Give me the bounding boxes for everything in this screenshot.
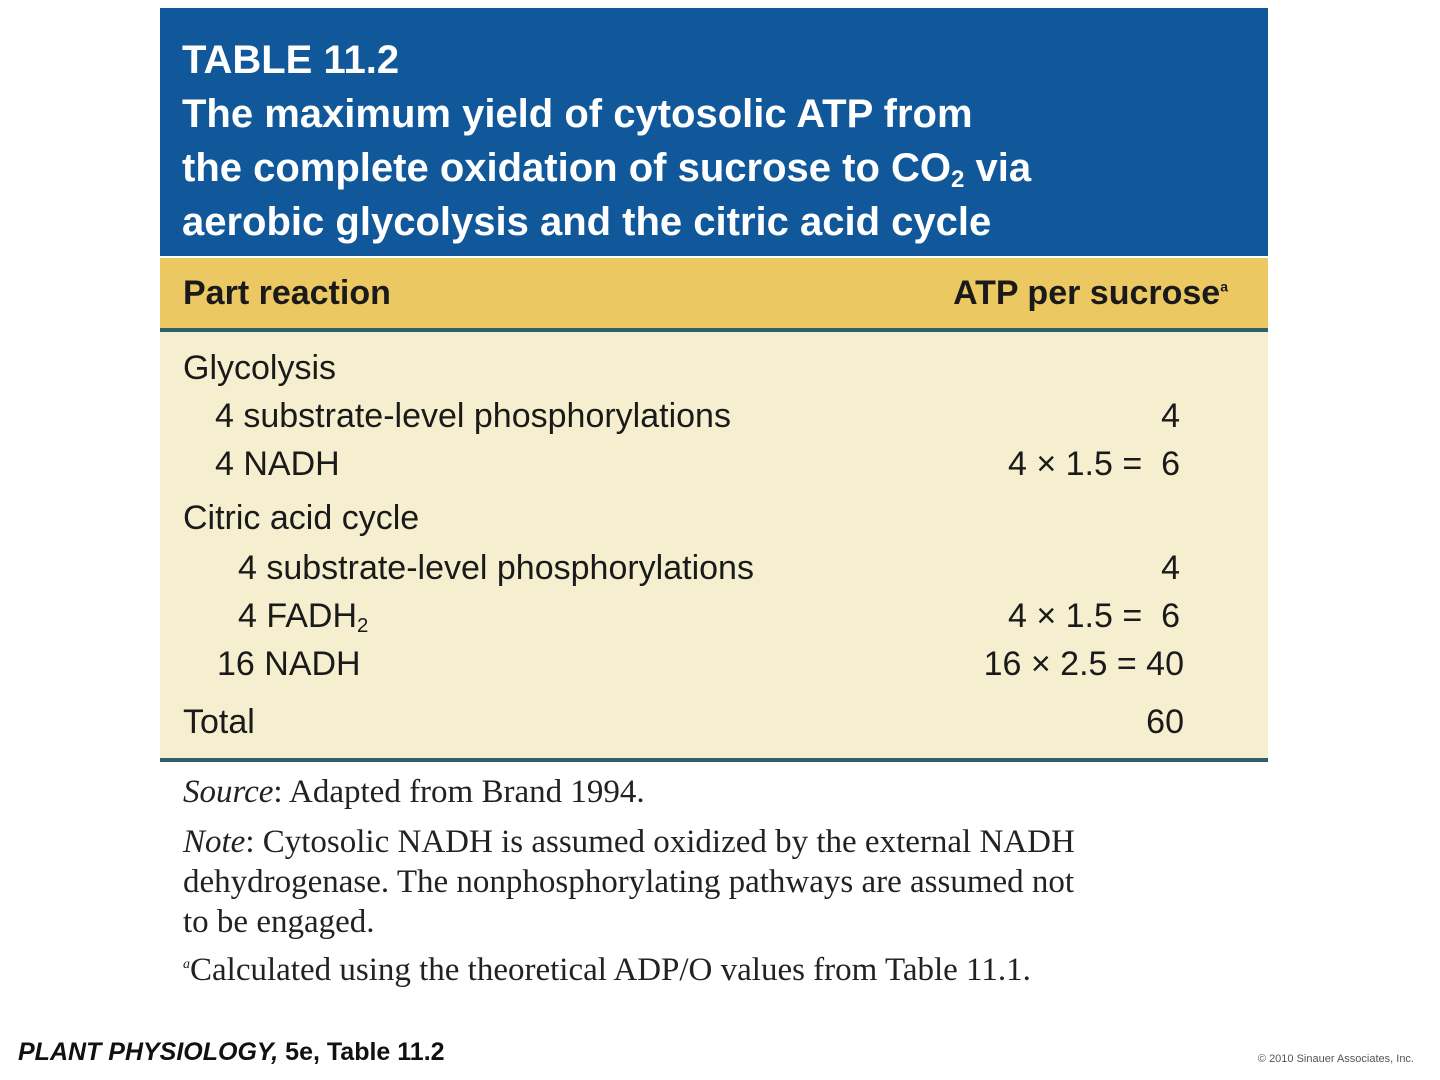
title-line-2 — [182, 144, 1031, 192]
title-line-3: aerobic glycolysis and the citric acid cycle — [182, 200, 992, 244]
table-row — [160, 498, 1268, 542]
row-value: 4 × 1.5 = 6 — [1007, 445, 1180, 483]
footnote-mark: a — [183, 957, 190, 972]
subscript: 2 — [357, 615, 369, 638]
table-row — [160, 396, 1268, 440]
note-label: Note — [183, 824, 246, 860]
table-row — [160, 548, 1268, 592]
copyright: © 2010 Sinauer Associates, Inc. — [1257, 1053, 1414, 1065]
note-text: dehydrogenase. The nonphosphorylating pathways are assumed not — [183, 864, 1075, 900]
title-text: via — [975, 146, 1032, 190]
book-edition: 5e, Table 11.2 — [278, 1038, 445, 1066]
table-row-total — [160, 702, 1268, 746]
row-label: Glycolysis — [183, 349, 337, 387]
footnote-mark: a — [1220, 278, 1228, 295]
footnote-text: Calculated using the theoretical ADP/O values from Table 11.1. — [190, 952, 1031, 988]
book-credit — [18, 1038, 445, 1067]
table-row — [160, 596, 1268, 640]
row-label: 16 NADH — [217, 645, 361, 683]
row-label: 4 substrate-level phosphorylations — [215, 397, 731, 435]
header-text: ATP per sucrose — [953, 274, 1221, 312]
row-value: 4 — [1161, 549, 1180, 587]
subscript: 2 — [950, 166, 965, 193]
source-text: : Adapted from Brand 1994. — [273, 774, 645, 810]
row-label: 4 substrate-level phosphorylations — [238, 549, 754, 587]
note-text: to be engaged. — [183, 904, 375, 940]
note — [183, 822, 1075, 942]
title-line-1: The maximum yield of cytosolic ATP from — [182, 92, 973, 136]
column-header-row — [160, 258, 1268, 332]
table-row — [160, 644, 1268, 688]
row-label: Total — [183, 703, 255, 741]
row-label: 4 NADH — [215, 445, 340, 483]
row-value: 4 — [1161, 397, 1180, 435]
label-text: 4 FADH — [238, 597, 358, 635]
table-row — [160, 348, 1268, 392]
source-note — [183, 772, 645, 812]
row-label: Citric acid cycle — [183, 499, 420, 537]
column-header-part-reaction: Part reaction — [183, 274, 391, 312]
table-body — [160, 332, 1268, 762]
row-value: 60 — [1146, 703, 1184, 741]
table-row — [160, 444, 1268, 488]
row-value: 16 × 2.5 = 40 — [983, 645, 1184, 683]
table-title-banner — [160, 8, 1268, 256]
footnote — [183, 950, 1031, 990]
row-value: 4 × 1.5 = 6 — [1007, 597, 1180, 635]
table-number: TABLE 11.2 — [182, 38, 400, 82]
column-header-atp — [953, 274, 1228, 312]
book-title: PLANT PHYSIOLOGY, — [18, 1038, 279, 1066]
note-text: : Cytosolic NADH is assumed oxidized by the external NADH — [245, 824, 1075, 860]
source-label: Source — [183, 774, 274, 810]
row-label — [238, 596, 368, 636]
title-text: the complete oxidation of sucrose to CO — [182, 146, 951, 190]
